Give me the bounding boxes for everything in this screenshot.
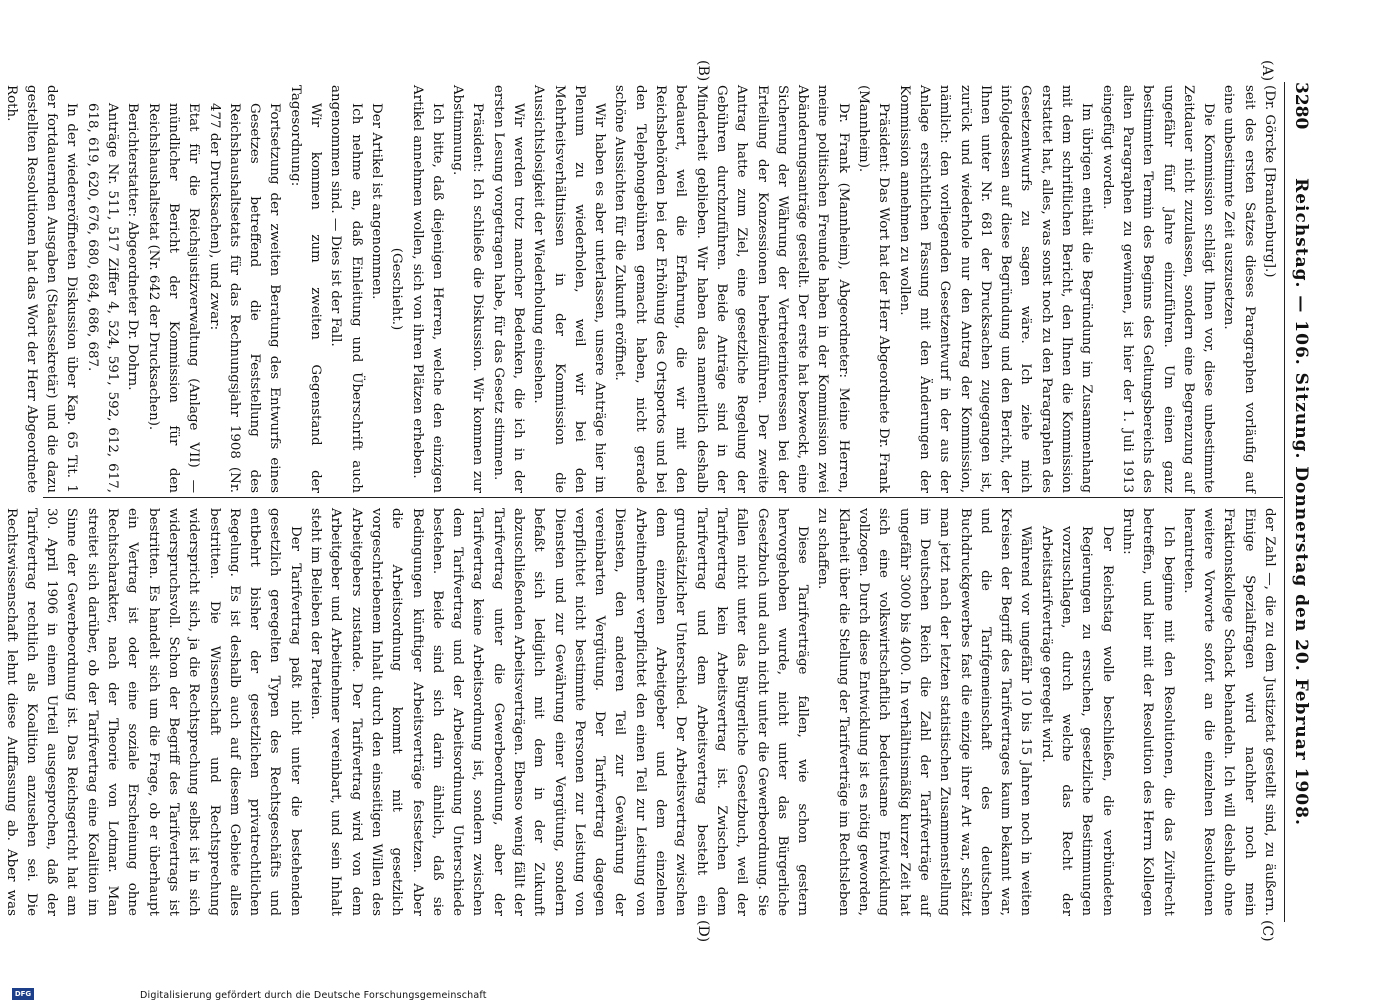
margin-marker-a: (A): [1259, 60, 1275, 81]
paragraph: In der wiedereröffneten Diskussion über Kap. 65 Tit. 1 der fortdauernden Ausgaben (Staatssekretär) und die dazu gestellten Resolutionen hat das Wort der Herr Abgeordnete Roth.: [0, 85, 81, 493]
paragraph: Wir haben es aber unterlassen, unsere Anträge hier im Plenum zu wiederholen, weil wir bei den Mehrheitsverhältnissen in der Kommission die Aussichtslosigkeit der Wiederholung einsehen.: [528, 85, 609, 493]
paragraph: der Zahl —, die zu dem Justizetat gestellt sind, zu äußern. Einige Spezialfragen wird nachher noch mein Fraktionskollege Schack behandeln. Ich will deshalb ohne weitere Vorworte sofort an die einzelnen Resolutionen herantreten.: [1178, 508, 1279, 916]
page-title: Reichstag. — 106. Sitzung. Donnerstag den 20. Februar 1908.: [1291, 82, 1311, 922]
agenda-item: Etat für die Reichsjustizverwaltung (Anlage VII) — mündlicher Bericht der Kommission für den Reichshaushaltsetat (Nr. 642 der Drucksachen).: [142, 85, 203, 493]
speaker-attribution: (Dr. Görcke [Brandenburg].): [1259, 85, 1279, 493]
paragraph: Im übrigen enthält die Begründung im Zusammenhang mit dem schriftlichen Bericht, den Ihnen die Kommission erstattet hat, alles, was sonst noch zu den Paragraphen des Gesetzentwurfs zu sagen wäre. Ich ziehe mich infolgedessen auf diese Begründung und den Bericht, der Ihnen unter Nr. 681 der Drucksachen zugegangen ist, zurück und wiederhole nur den Antrag der Kommission, nämlich: den vorliegenden Gesetzentwurf in der aus der Anlage ersichtlichen Fassung mit den Änderungen der Kommission annehmen zu wollen.: [893, 85, 1096, 493]
dfg-logo: DFG: [12, 988, 34, 1000]
quoted-resolution: Der Reichstag wolle beschließen, die verbündeten Regierungen zu ersuchen, gesetzliche Bestimmungen vorzuschlagen, durch welche das Recht der Arbeitstarifverträge geregelt wird.: [1035, 508, 1116, 916]
left-column: [39, 85, 1279, 493]
agenda-item: Fortsetzung der zweiten Beratung des Entwurfs eines Gesetzes betreffend die Feststellung des Reichshaushaltsetats für das Rechnungsjahr 1908 (Nr. 477 der Drucksachen), und zwar:: [203, 85, 284, 493]
page-header: [1285, 82, 1311, 922]
paragraph: Ich beginne mit den Resolutionen, die das Zivilrecht betreffen, und hier mit der Resolution des Herrn Kollegen Bruhn:: [1117, 508, 1178, 916]
paragraph: Während vor ungefähr 10 bis 15 Jahren noch in weiten Kreisen der Begriff des Tarifvertrages kaum bekannt war, und die Tarifgemeinschaft des deutschen Buchdruckgewerbes fast die einzige ihrer Art war, schätzt man jetzt nach der letzten statistischen Zusammenstellung im Deutschen Reich die Zahl der Tarifverträge auf ungefähr 3000 bis 4000. In verhältnismäßig kurzer Zeit hat sich eine volkswirtschaftlich bedeutsame Entwicklung vollzogen. Durch diese Entwicklung ist es nötig geworden, Klarheit über die Stellung der Tarifverträge im Rechtsleben zu schaffen.: [812, 508, 1035, 916]
right-column: [39, 508, 1279, 916]
paragraph: Präsident: Das Wort hat der Herr Abgeordnete Dr. Frank (Mannheim).: [853, 85, 894, 493]
paragraph: Präsident: Ich schließe die Diskussion. Wir kommen zur Abstimmung.: [447, 85, 488, 493]
paragraph: Wir kommen zum zweiten Gegenstand der Tagesordnung:: [284, 85, 325, 493]
paragraph: Wir werden trotz mancher Bedenken, die ich in der ersten Lesung vorgetragen habe, für das Gesetz stimmen.: [487, 85, 528, 493]
paragraph: Der Artikel ist angenommen.: [366, 85, 386, 493]
paragraph: seit des ersten Satzes dieses Paragraphen vorläufig auf eine unbestimmte Zeit auszusetzen.: [1218, 85, 1259, 493]
paragraph: Die Kommission schlägt Ihnen vor, diese unbestimmte Zeitdauer nicht zuzulassen, sondern eine Begrenzung auf ungefähr fünf Jahre einzuführen. Um einen ganz bestimmten Termin des Beginns des Geltungsbereichs des alten Paragraphen zu gewinnen, ist hier der 1. Juli 1913 eingefügt worden.: [1096, 85, 1218, 493]
header-rule: [1284, 82, 1285, 922]
paragraph: Diese Tarifverträge fallen, wie schon gestern hervorgehoben wurde, nicht unter das Bürgerliche Gesetzbuch und auch nicht unter die Gewerbeordnung. Sie fallen nicht unter das Bürgerliche Gesetzbuch, weil der Tarifvertrag kein Arbeitsvertrag ist. Zwischen dem Tarifvertrag und dem Arbeitsvertrag besteht ein grundsätzlicher Unterschied. Der Arbeitsvertrag zwischen dem einzelnen Arbeitgeber und dem einzelnen Arbeitnehmer verpflichtet den einen Teil zur Leistung von Diensten, den anderen Teil zur Gewährung der vereinbarten Vergütung. Der Tarifvertrag dagegen verpflichtet nicht bestimmte Personen zur Leistung von Diensten und zur Gewährung einer Vergütung, sondern befaßt sich lediglich mit dem in der Zukunft abzuschließenden Arbeitsverträgen. Ebenso wenig fällt der Tarifvertrag unter die Gewerbeordnung, aber der Tarifvertrag keine Arbeitsordnung ist, sondern zwischen dem Tarifvertrag und der Arbeitsordnung Unterschiede bestehen. Beide sind sich darin ähnlich, daß sie Bedingungen künftiger Arbeitsverträge festsetzen. Aber die Arbeitsordnung kommt mit gesetzlich vorgeschriebenem Inhalt durch den einseitigen Willen des Arbeitgebers zustande. Der Tarifvertrag wird von dem Arbeitgeber und Arbeitnehmer vereinbart, und sein Inhalt steht im Belieben der Parteien.: [305, 508, 812, 916]
page-number: 3280: [1291, 82, 1311, 129]
agenda-item: Anträge Nr. 511, 517 Ziffer 4, 524, 591, 592, 612, 617, 618, 619, 620, 676, 680, 684, 686, 687.: [81, 85, 122, 493]
column-divider: [43, 497, 1283, 498]
stage-direction: (Geschieht.): [386, 85, 406, 493]
digitization-credit: Digitalisierung gefördert durch die Deutsche Forschungsgemeinschaft: [140, 990, 487, 1001]
margin-marker-b: (B): [695, 60, 711, 81]
paragraph: Der Tarifvertrag paßt nicht unter die bestehenden gesetzlich geregelten Typen des Rechtsgeschäfts und entbehrt bisher der gesetzlichen privatrechtlichen Regelung. Es ist deshalb auch auf diesem Gebiete alles bestritten. Die Wissenschaft und Rechtsprechung widerspricht sich, ja die Rechtsprechung selbst ist in sich widerspruchsvoll. Schon der Begriff des Tarifvertrags ist bestritten. Es handelt sich um die Frage, ob er überhaupt ein Vertrag ist oder eine soziale Erscheinung ohne Rechtscharakter, nach der Theorie von Lotmar. Man streitet sich darüber, ob der Tarifvertrag eine Koalition im Sinne der Gewerbeordnung ist. Das Reichsgericht hat am 30. April 1906 in einem Urteil ausgesprochen, daß der Tarifvertrag rechtlich als Koalition anzusehen sei. Die Rechtswissenschaft lehnt diese Auffassung ab. Aber was: [0, 508, 305, 916]
paragraph: Dr. Frank (Mannheim), Abgeordneter: Meine Herren, meine politischen Freunde haben in der Kommission zwei Abänderungsanträge gestellt. Der erste hat bezweckt, eine Sicherung der Währung der Vertreterinteressen bei der Erteilung der Konzessionen herbeizuführen. Der zweite Antrag hatte zum Ziel, eine gesetzliche Regelung der Gebühren durchzuführen. Beide Anträge sind in der Minderheit geblieben. Wir haben das namentlich deshalb bedauert, weil die Erfahrung, die wir mit den Reichsbehörden bei der Erhöhung des Ortsportos und bei den Telephongebühren gemacht haben, nicht gerade schöne Aussichten für die Zukunft eröffnet.: [609, 85, 853, 493]
agenda-item: Berichterstatter: Abgeordneter Dr. Dohrn.: [122, 85, 142, 493]
margin-marker-d: (D): [695, 920, 711, 942]
margin-marker-c: (C): [1259, 920, 1275, 942]
paragraph: Ich bitte, daß diejenigen Herren, welche den einzigen Artikel annehmen wollen, sich von ihren Plätzen erheben.: [406, 85, 447, 493]
paragraph: Ich nehme an, daß Einleitung und Überschrift auch angenommen sind. — Dies ist der Fall.: [325, 85, 366, 493]
